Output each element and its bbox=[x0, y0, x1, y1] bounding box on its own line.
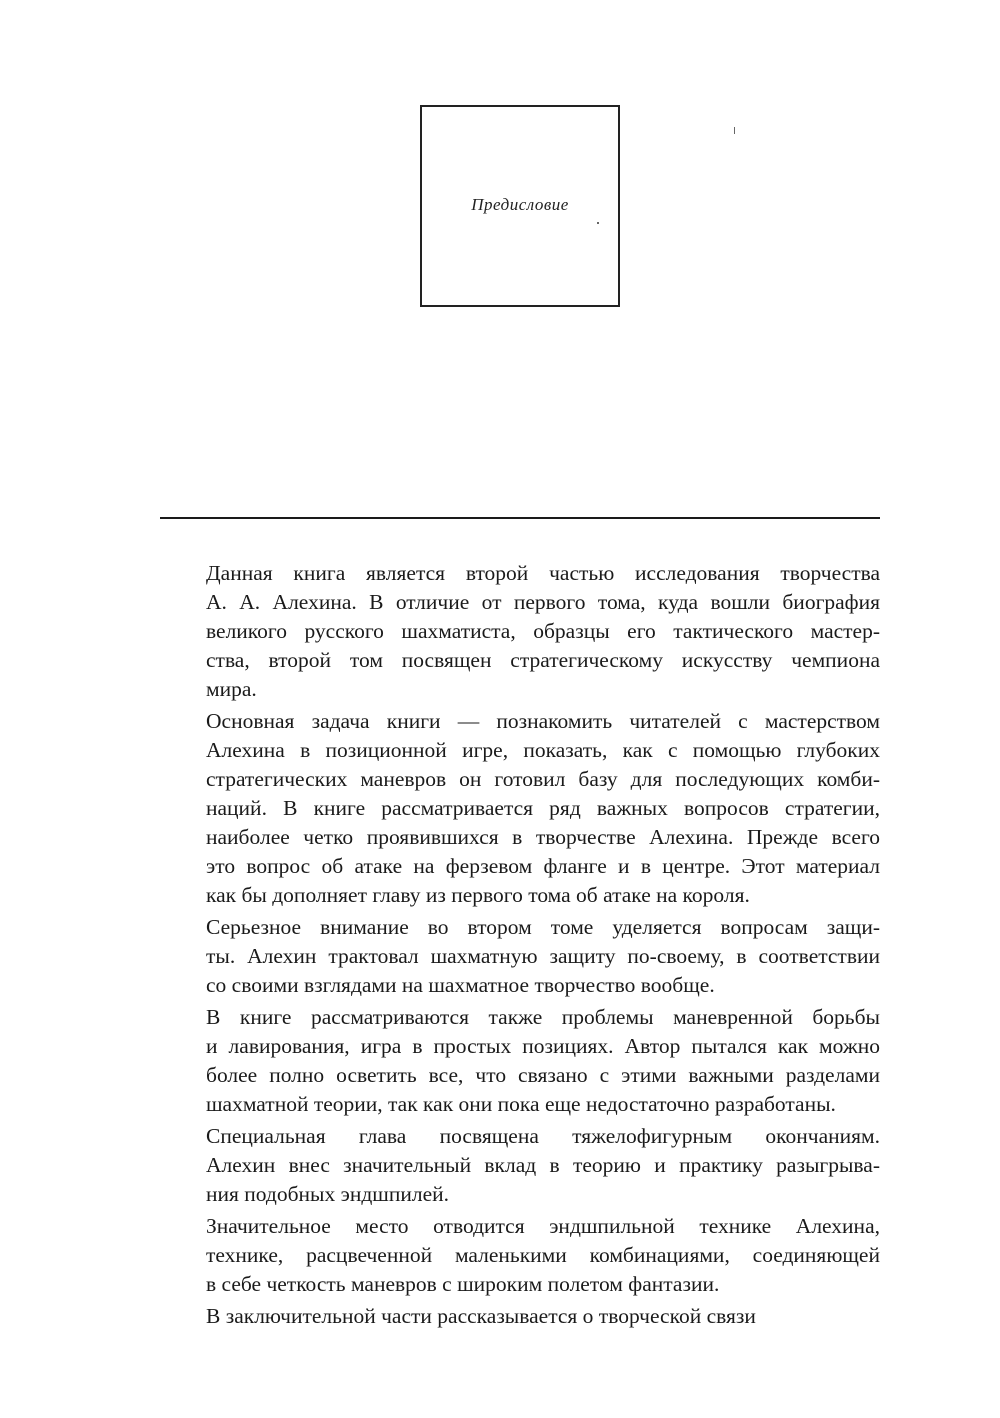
text-line: Специальная глава посвящена тяжелофигурным окончаниям. bbox=[206, 1124, 880, 1148]
text-line: ства, второй том посвящен стратегическому искусству чемпиона bbox=[206, 648, 880, 672]
paragraph bbox=[160, 913, 880, 1000]
text-line: со своими взглядами на шахматное творчество вообще. bbox=[206, 973, 715, 997]
text-line: В книге рассматриваются также проблемы маневренной борьбы bbox=[206, 1005, 880, 1029]
text-line: шахматной теории, так как они пока еще недостаточно разработаны. bbox=[206, 1092, 836, 1116]
paragraph bbox=[160, 707, 880, 910]
horizontal-rule bbox=[160, 517, 880, 519]
text-line: более полно осветить все, что связано с этими важными разделами bbox=[206, 1063, 880, 1087]
paragraph bbox=[160, 1003, 880, 1119]
text-line: великого русского шахматиста, образцы его тактического мастер- bbox=[206, 619, 880, 643]
print-speck bbox=[734, 127, 735, 134]
text-line: мира. bbox=[206, 677, 257, 701]
body-text bbox=[160, 559, 880, 1334]
text-line: в себе четкость маневров с широким полетом фантазии. bbox=[206, 1272, 720, 1296]
text-line: и лавирования, игра в простых позициях. Автор пытался как можно bbox=[206, 1034, 880, 1058]
text-line: Алехин внес значительный вклад в теорию и практику разыгрыва- bbox=[206, 1153, 880, 1177]
paragraph bbox=[160, 1122, 880, 1209]
page-title: Предисловие bbox=[471, 195, 569, 214]
paragraph bbox=[160, 559, 880, 704]
text-line: ния подобных эндшпилей. bbox=[206, 1182, 450, 1206]
text-line: А. А. Алехина. В отличие от первого тома, куда вошли биография bbox=[206, 590, 880, 614]
title-frame bbox=[420, 105, 620, 307]
text-line: это вопрос об атаке на ферзевом фланге и в центре. Этот материал bbox=[206, 854, 880, 878]
text-line: технике, расцвеченной маленькими комбинациями, соединяющей bbox=[206, 1243, 880, 1267]
text-line: Данная книга является второй частью исследования творчества bbox=[206, 561, 880, 585]
print-speck bbox=[597, 222, 599, 224]
text-line: наиболее четко проявившихся в творчестве Алехина. Прежде всего bbox=[206, 825, 880, 849]
text-line: Значительное место отводится эндшпильной технике Алехина, bbox=[206, 1214, 880, 1238]
paragraph bbox=[160, 1212, 880, 1299]
text-line: Серьезное внимание во втором томе уделяется вопросам защи- bbox=[206, 915, 880, 939]
text-line: наций. В книге рассматривается ряд важных вопросов стратегии, bbox=[206, 796, 880, 820]
paragraph bbox=[160, 1302, 880, 1331]
text-line: Основная задача книги — познакомить читателей с мастерством bbox=[206, 709, 880, 733]
text-line: как бы дополняет главу из первого тома об атаке на короля. bbox=[206, 883, 750, 907]
text-line: ты. Алехин трактовал шахматную защиту по-своему, в соответствии bbox=[206, 944, 880, 968]
text-line: Алехина в позиционной игре, показать, как с помощью глубоких bbox=[206, 738, 880, 762]
text-line: В заключительной части рассказывается о творческой связи bbox=[206, 1304, 756, 1328]
text-line: стратегических маневров он готовил базу для последующих комби- bbox=[206, 767, 880, 791]
